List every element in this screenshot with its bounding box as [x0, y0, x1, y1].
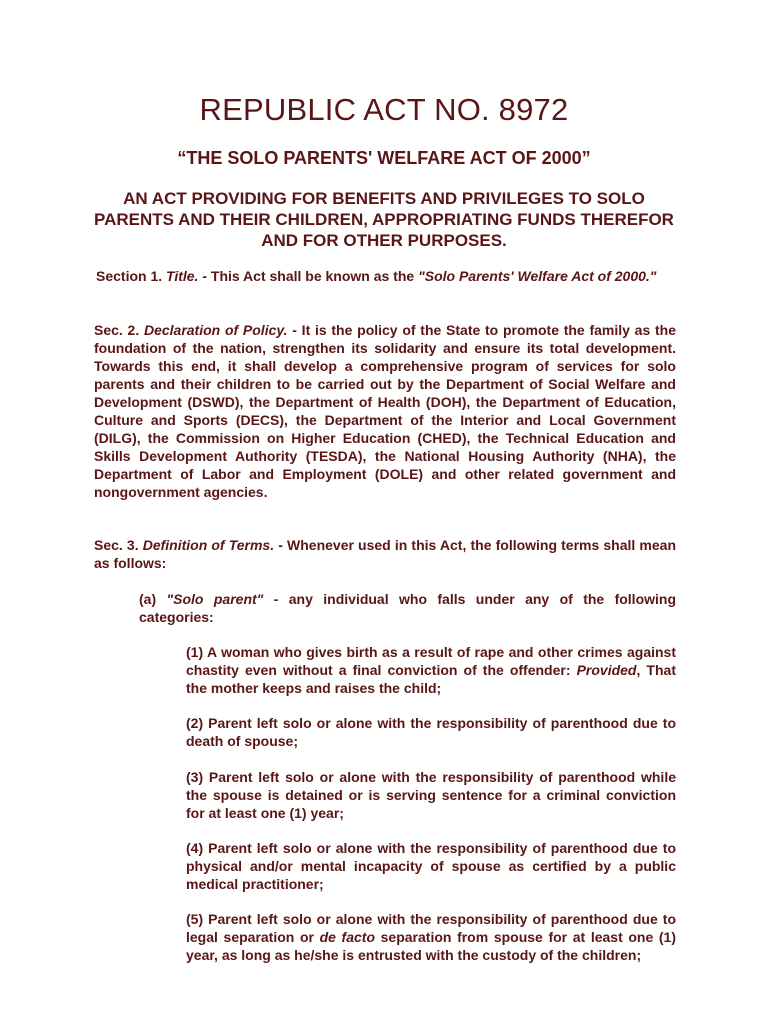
section-1-heading: Title.	[166, 268, 199, 284]
category-1-text-after: , That the mother keeps and raises the child;	[186, 662, 676, 696]
definition-a-term: "Solo parent"	[166, 591, 264, 607]
section-1-quote: "Solo Parents' Welfare Act of 2000."	[418, 268, 657, 284]
section-2-heading: Declaration of Policy.	[143, 322, 288, 338]
section-3-paragraph	[94, 536, 676, 572]
category-5-text: (5) Parent left solo or alone with the responsibility of parenthood due to legal separation or	[186, 911, 676, 945]
section-1-label: Section 1.	[96, 268, 167, 284]
section-1-paragraph	[94, 267, 676, 285]
category-5-paragraph	[186, 910, 676, 964]
definition-a-label: (a)	[139, 591, 167, 607]
category-2-paragraph: (2) Parent left solo or alone with the responsibility of parenthood due to death of spouse;	[186, 715, 676, 749]
act-long-title: AN ACT PROVIDING FOR BENEFITS AND PRIVILEGES TO SOLO PARENTS AND THEIR CHILDREN, APPROPRIATING FUNDS THEREFOR AND FOR OTHER PURPOSES.	[94, 189, 674, 250]
category-3-paragraph: (3) Parent left solo or alone with the responsibility of parenthood while the spouse is detained or is serving sentence for a criminal conviction for at least one (1) year;	[186, 769, 676, 821]
definition-a-text: - any individual who falls under any of the following categories:	[139, 591, 677, 625]
category-1-text: (1) A woman who gives birth as a result of rape and other crimes against chastity even without a final conviction of the offender:	[186, 644, 676, 678]
section-2-text: - It is the policy of the State to promote the family as the foundation of the nation, strengthen its solidarity and ensure its total development. Towards this end, it shall develop a comprehensive program of services for solo parents and their children to be carried out by the Department of Social Welfare and Development (DSWD), the Department of Health (DOH), the Department of Education, Culture and Sports (DECS), the Department of the Interior and Local Government (DILG), the Commission on Higher Education (CHED), the Technical Education and Skills Development Authority (TESDA), the National Housing Authority (NHA), the Department of Labor and Employment (DOLE) and other related government and nongovernment agencies.	[94, 322, 676, 500]
category-4-paragraph: (4) Parent left solo or alone with the responsibility of parenthood due to physical and/or mental incapacity of spouse as certified by a public medical practitioner;	[186, 840, 676, 892]
section-1-text: - This Act shall be known as the	[198, 268, 419, 284]
category-1-paragraph	[186, 643, 676, 697]
section-2-paragraph	[94, 321, 676, 501]
definition-a-paragraph	[139, 590, 676, 626]
section-3-heading: Definition of Terms.	[142, 537, 275, 553]
act-short-title: “THE SOLO PARENTS' WELFARE ACT OF 2000”	[177, 148, 591, 168]
section-3-label: Sec. 3.	[94, 537, 143, 553]
section-3-text: - Whenever used in this Act, the following terms shall mean as follows:	[94, 537, 676, 571]
category-5-italic: de facto	[319, 929, 376, 945]
act-title: REPUBLIC ACT NO. 8972	[199, 92, 569, 127]
category-5-text-after: separation from spouse for at least one (1) year, as long as he/she is entrusted with the custody of the children;	[186, 929, 676, 963]
category-1-proviso: Provided	[576, 662, 637, 678]
section-2-label: Sec. 2.	[94, 322, 144, 338]
